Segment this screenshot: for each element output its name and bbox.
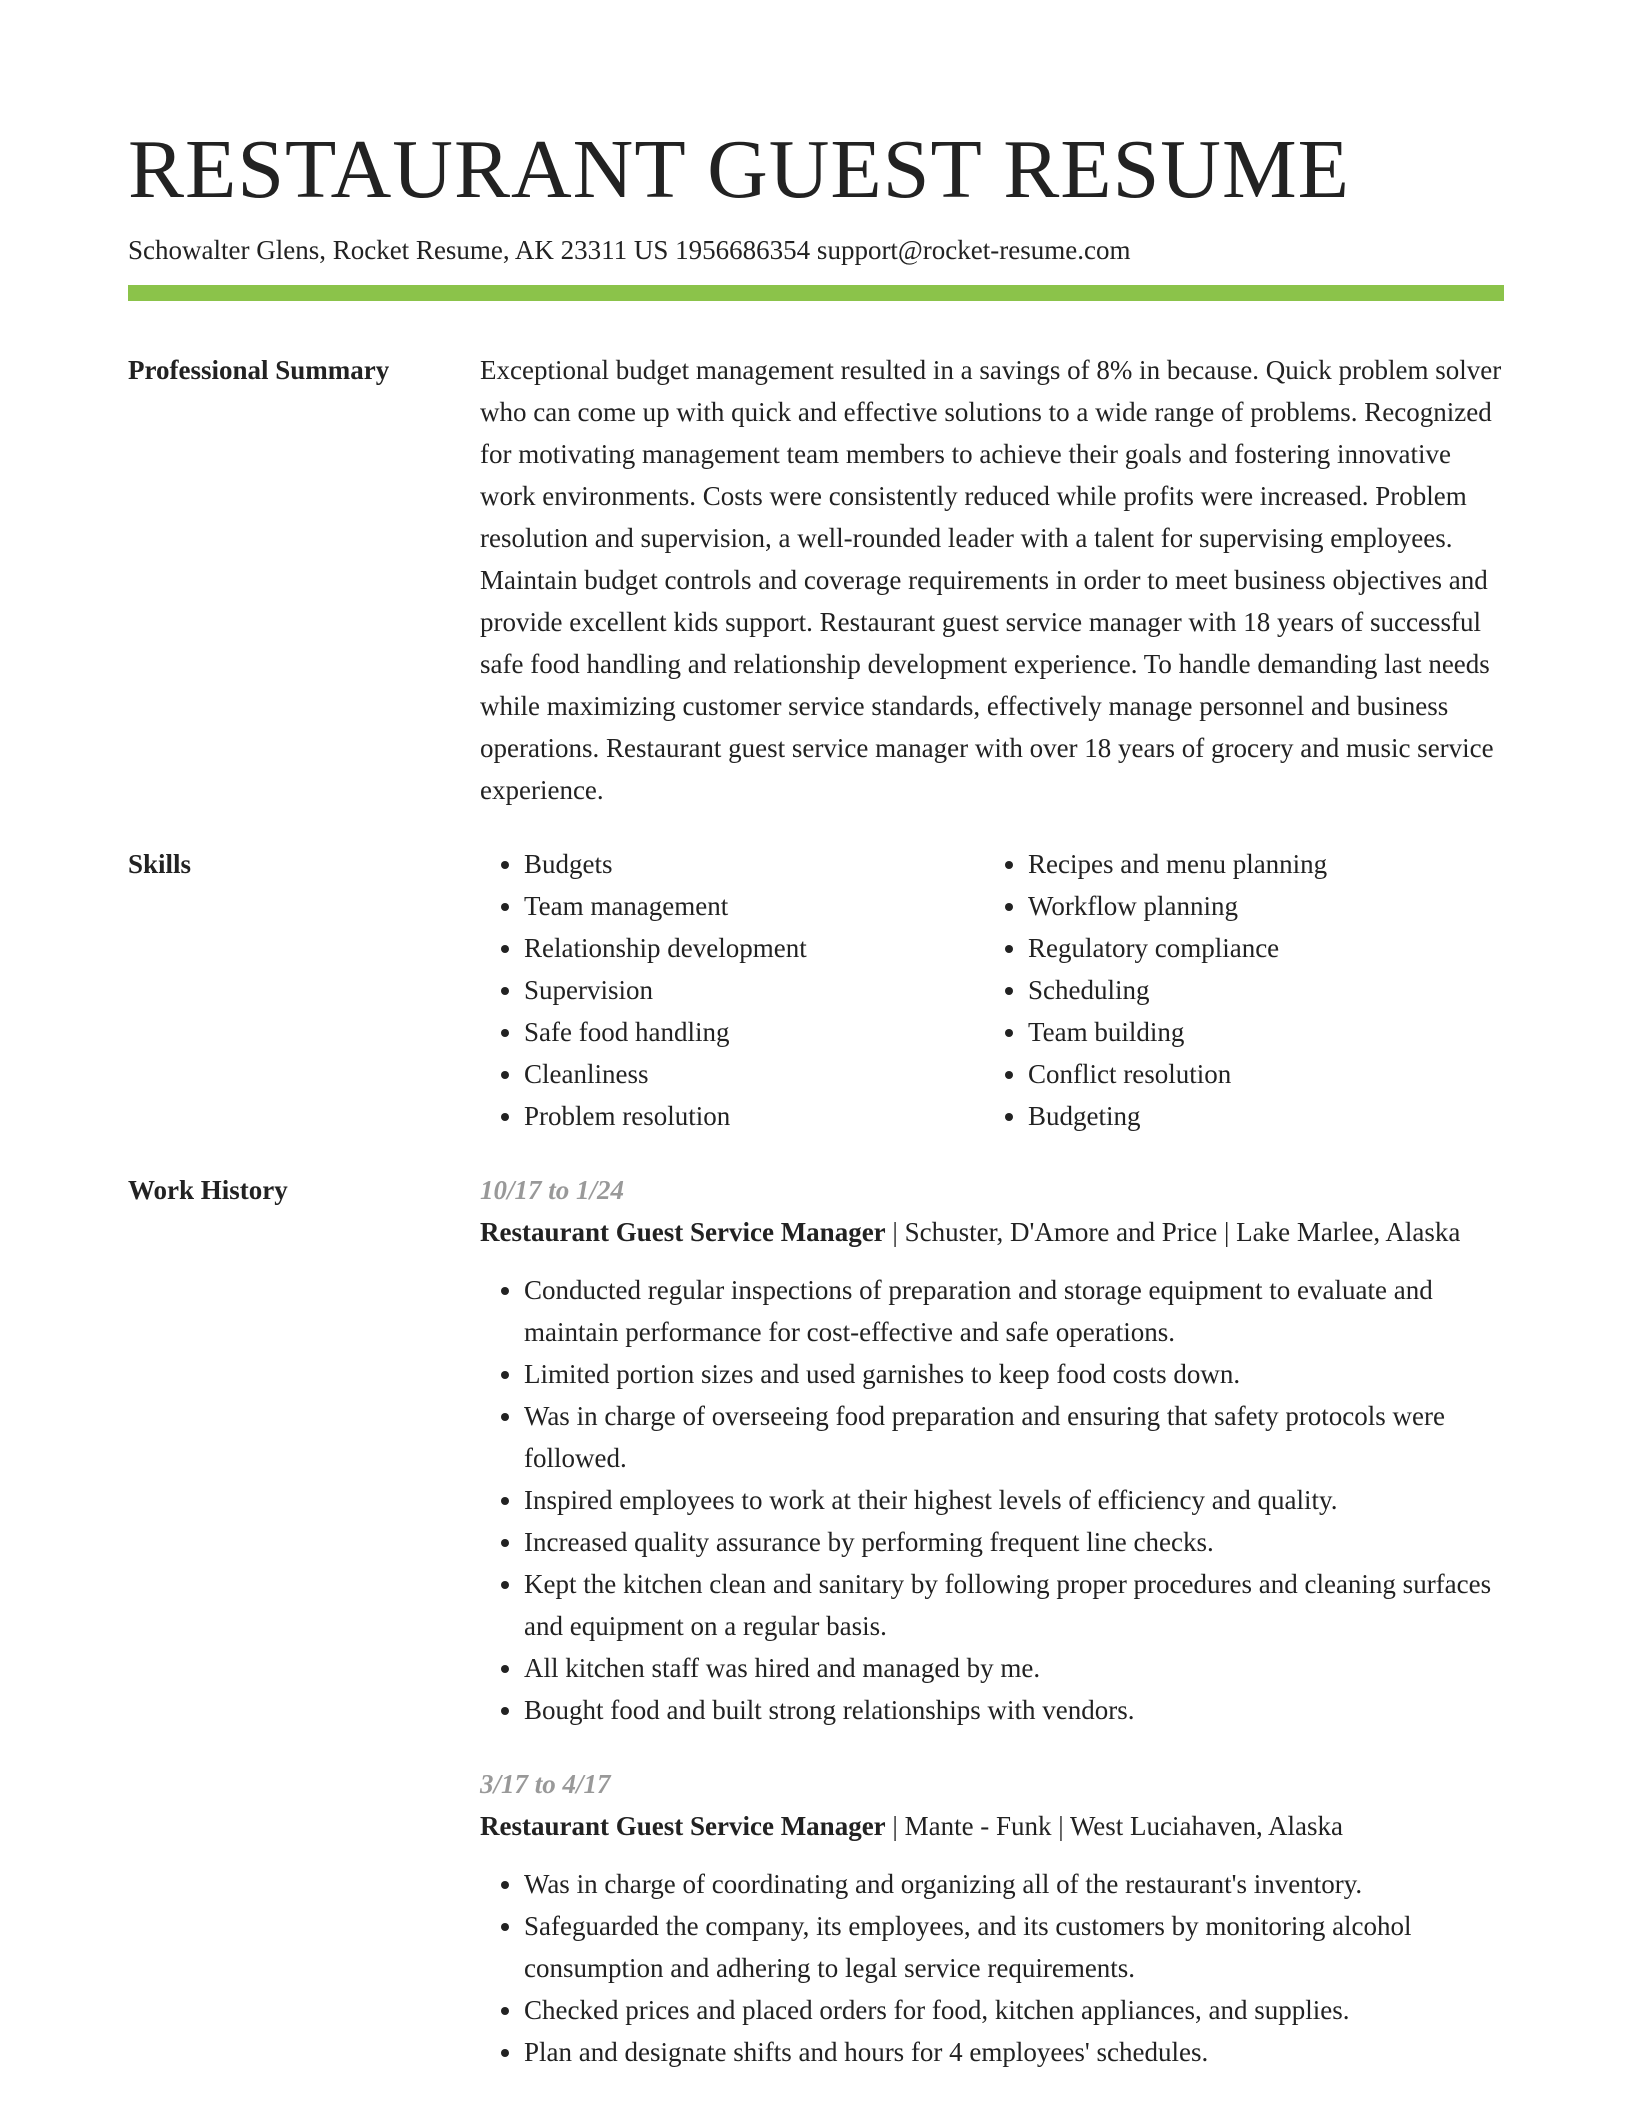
job-details: | Mante - Funk | West Luciahaven, Alaska [885, 1811, 1343, 1841]
job-heading [480, 1211, 1504, 1253]
work-history-body [480, 1169, 1504, 2073]
job-dates: 3/17 to 4/17 [480, 1769, 611, 1799]
skill-item: • Relationship development [524, 927, 984, 969]
job-bullet: • Conducted regular inspections of preparation and storage equipment to evaluate and maintain performance for cost-effective and safe operations. [524, 1269, 1504, 1353]
accent-divider [128, 285, 1504, 301]
skill-item: • Workflow planning [1028, 885, 1488, 927]
job-bullet: • All kitchen staff was hired and managed by me. [524, 1647, 1504, 1689]
job-entry [480, 1169, 1504, 1731]
job-dates: 10/17 to 1/24 [480, 1175, 625, 1205]
job-title: Restaurant Guest Service Manager [480, 1217, 886, 1247]
job-title: Restaurant Guest Service Manager [480, 1811, 886, 1841]
job-bullet: • Checked prices and placed orders for food, kitchen appliances, and supplies. [524, 1989, 1504, 2031]
summary-label: Professional Summary [128, 355, 390, 385]
skills-body [480, 843, 1504, 1137]
job-entry [480, 1763, 1504, 2073]
job-bullets [480, 1269, 1504, 1731]
skill-item: • Conflict resolution [1028, 1053, 1488, 1095]
job-bullet: • Kept the kitchen clean and sanitary by following proper procedures and cleaning surfaces and equipment on a regular basis. [524, 1563, 1504, 1647]
job-bullet: • Increased quality assurance by performing frequent line checks. [524, 1521, 1504, 1563]
skill-item: • Budgeting [1028, 1095, 1488, 1137]
skills-list-right [984, 843, 1488, 1137]
resume-title: RESTAURANT GUEST RESUME [128, 123, 1350, 216]
skill-item: • Safe food handling [524, 1011, 984, 1053]
job-bullet: • Plan and designate shifts and hours for 4 employees' schedules. [524, 2031, 1504, 2073]
skill-item: • Supervision [524, 969, 984, 1011]
skill-item: • Recipes and menu planning [1028, 843, 1488, 885]
skill-item: • Team building [1028, 1011, 1488, 1053]
job-bullet: • Safeguarded the company, its employees, and its customers by monitoring alcohol consumption and adhering to legal service requirements. [524, 1905, 1504, 1989]
skill-item: • Regulatory compliance [1028, 927, 1488, 969]
job-bullet: • Bought food and built strong relationships with vendors. [524, 1689, 1504, 1731]
work-history-label: Work History [128, 1175, 288, 1205]
summary-body [480, 349, 1504, 811]
skill-item: • Team management [524, 885, 984, 927]
job-bullet: • Was in charge of overseeing food preparation and ensuring that safety protocols were followed. [524, 1395, 1504, 1479]
job-bullet: • Limited portion sizes and used garnishes to keep food costs down. [524, 1353, 1504, 1395]
skill-item: • Problem resolution [524, 1095, 984, 1137]
contact-line: Schowalter Glens, Rocket Resume, AK 23311 US 1956686354 support@rocket-resume.com [128, 235, 1131, 265]
job-bullet: • Was in charge of coordinating and organizing all of the restaurant's inventory. [524, 1863, 1504, 1905]
job-heading [480, 1805, 1504, 1847]
skills-label: Skills [128, 849, 192, 879]
skill-item: • Scheduling [1028, 969, 1488, 1011]
skills-columns [480, 843, 1504, 1137]
skill-item: • Cleanliness [524, 1053, 984, 1095]
job-bullet: • Inspired employees to work at their highest levels of efficiency and quality. [524, 1479, 1504, 1521]
job-bullets [480, 1863, 1504, 2073]
job-details: | Schuster, D'Amore and Price | Lake Marlee, Alaska [885, 1217, 1461, 1247]
skills-list-left [480, 843, 984, 1137]
summary-text: Exceptional budget management resulted in a savings of 8% in because. Quick problem solver who can come up with quick and effective solutions to a wide range of problems. Recognized for motivating management team members to achieve their goals and fostering innovative work environments. Costs were consistently reduced while profits were increased. Problem resolution and supervision, a well-rounded leader with a talent for supervising employees. Maintain budget controls and coverage requirements in order to meet business objectives and provide excellent kids support. Restaurant guest service manager with 18 years of successful safe food handling and relationship development experience. To handle demanding last needs while maximizing customer service standards, effectively manage personnel and business operations. Restaurant guest service manager with over 18 years of grocery and music service experience. [480, 355, 1502, 805]
skill-item: • Budgets [524, 843, 984, 885]
